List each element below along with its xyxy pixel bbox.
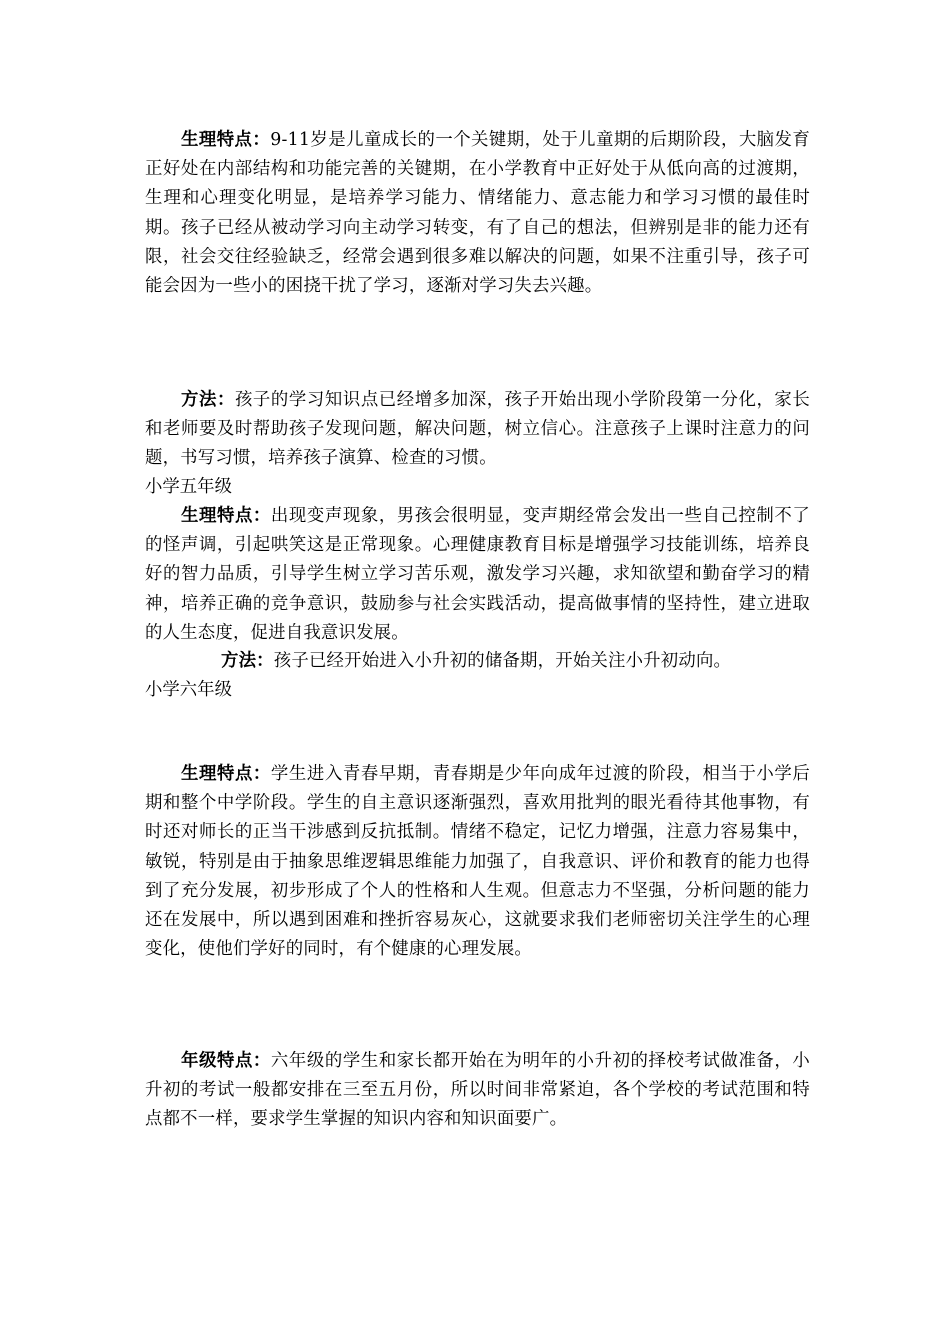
paragraph-physiology-grade5 <box>145 502 810 648</box>
paragraph-text: 出现变声现象，男孩会很明显，变声期经常会发出一些自己控制不了的怪声调，引起哄笑这是正常现象。心理健康教育目标是增强学习技能训练，培养良好的智力品质，引导学生树立学习苦乐观，激发学习兴趣，求知欲望和勤奋学习的精神，培养正确的竞争意识，鼓励参与社会实践活动，提高做事情的坚持性，建立进取的人生态度，促进自我意识发展。 <box>145 506 810 643</box>
paragraph-label: 生理特点： <box>181 764 271 784</box>
heading-grade5: 小学五年级 <box>145 477 232 497</box>
paragraph-label: 生理特点： <box>181 130 271 150</box>
paragraph-text: 孩子已经开始进入小升初的储备期，开始关注小升初动向。 <box>273 651 732 671</box>
paragraph-label: 方法： <box>181 390 235 410</box>
paragraph-physiology-grade4 <box>145 126 810 301</box>
heading-grade6: 小学六年级 <box>145 680 232 700</box>
paragraph-text: 孩子的学习知识点已经增多加深，孩子开始出现小学阶段第一分化，家长和老师要及时帮助孩子发现问题，解决问题，树立信心。注意孩子上课时注意力的问题，书写习惯，培养孩子演算、检查的习惯。 <box>145 390 810 469</box>
paragraph-physiology-grade6 <box>145 760 810 964</box>
paragraph-method-grade5 <box>145 647 810 676</box>
paragraph-text: 学生进入青春早期，青春期是少年向成年过渡的阶段，相当于小学后期和整个中学阶段。学生的自主意识逐渐强烈，喜欢用批判的眼光看待其他事物，有时还对师长的正当干涉感到反抗抵制。情绪不稳定，记忆力增强，注意力容易集中，敏锐，特别是由于抽象思维逻辑思维能力加强了，自我意识、评价和教育的能力也得到了充分发展，初步形成了个人的性格和人生观。但意志力不坚强，分析问题的能力还在发展中，所以遇到困难和挫折容易灰心，这就要求我们老师密切关注学生的心理变化，使他们学好的同时，有个健康的心理发展。 <box>145 764 810 960</box>
paragraph-text: 六年级的学生和家长都开始在为明年的小升初的择校考试做准备，小升初的考试一般都安排在三至五月份，所以时间非常紧迫，各个学校的考试范围和特点都不一样，要求学生掌握的知识内容和知识面要广。 <box>145 1051 810 1130</box>
paragraph-text: 9-11岁是儿童成长的一个关键期，处于儿童期的后期阶段，大脑发育正好处在内部结构和功能完善的关键期，在小学教育中正好处于从低向高的过渡期，生理和心理变化明显，是培养学习能力、情绪能力、意志能力和学习习惯的最佳时期。孩子已经从被动学习向主动学习转变，有了自己的想法，但辨别是非的能力还有限，社会交往经验缺乏，经常会遇到很多难以解决的问题，如果不注重引导，孩子可能会因为一些小的困挠干扰了学习，逐渐对学习失去兴趣。 <box>145 130 810 297</box>
paragraph-label: 生理特点： <box>181 506 271 526</box>
paragraph-method-grade4 <box>145 386 810 474</box>
paragraph-label: 方法： <box>221 651 274 671</box>
paragraph-grade-features-grade6 <box>145 1047 810 1135</box>
paragraph-label: 年级特点： <box>181 1051 271 1071</box>
